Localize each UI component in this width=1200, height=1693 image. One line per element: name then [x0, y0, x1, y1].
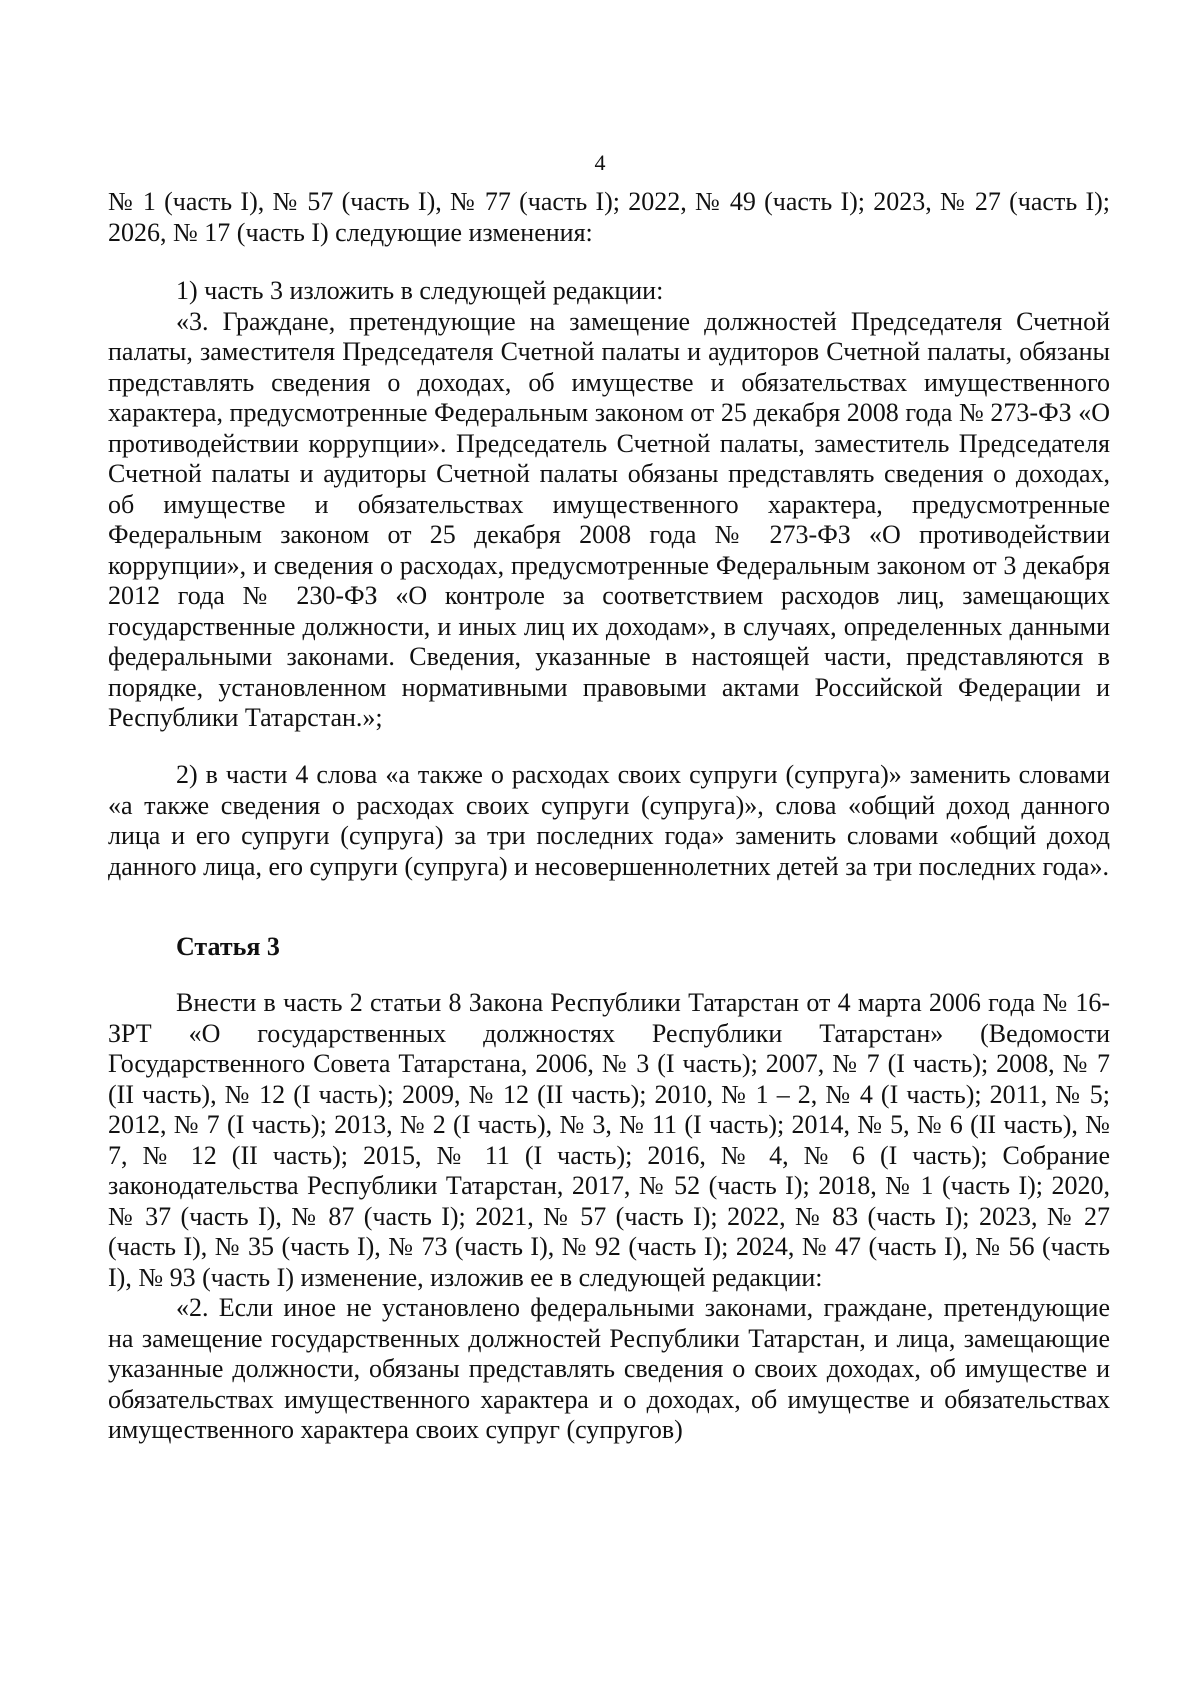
article-3-text: Внести в часть 2 статьи 8 Закона Республики Татарстан от 4 марта 2006 года № 16-ЗРТ «О государственных должностях Республики Татарстан» (Ведомости Государственного Совета Татарстана, 2006, № 3 (I часть); 2007, № 7 (I часть); 2008, № 7 (II часть), № 12 (I часть); 2009, № 12 (II часть); 2010, № 1 – 2, № 4 (I часть); 2011, № 5; 2012, № 7 (I часть); 2013, № 2 (I часть), № 3, № 11 (I часть); 2014, № 5, № 6 (II часть), № 7, № 12 (II часть); 2015, № 11 (I часть); 2016, № 4, № 6 (I часть); Собрание законодательства Республики Татарстан, 2017, № 52 (часть I); 2018, № 1 (часть I); 2020, № 37 (часть I), № 87 (часть I); 2021, № 57 (часть I); 2022, № 83 (часть I); 2023, № 27 (часть I), № 35 (часть I), № 73 (часть I), № 92 (часть I); 2024, № 47 (часть I), № 56 (часть I), № 93 (часть I) изменение, изложив ее в следующей редакции:	[108, 988, 1110, 1292]
item-2-text: 2) в части 4 слова «а также о расходах своих супруги (супруга)» заменить словами «а также сведения о расходах своих супруги (супруга)», слова «общий доход данного лица и его супруги (супруга) за три последних года» заменить словами «общий доход данного лица, его супруги (супруга) и несовершеннолетних детей за три последних года».	[108, 760, 1110, 881]
article-3-quote: «2. Если иное не установлено федеральными законами, граждане, претендующие на замещение государственных должностей Республики Татарстан, и лица, замещающие указанные должности, обязаны представлять сведения о своих доходах, об имуществе и обязательствах имущественного характера и о доходах, об имуществе и обязательствах имущественного характера своих супруг (супругов)	[108, 1293, 1110, 1444]
intro-paragraph: № 1 (часть I), № 57 (часть I), № 77 (часть I); 2022, № 49 (часть I); 2023, № 27 (часть I); 2026, № 17 (часть I) следующие изменения:	[108, 187, 1110, 247]
article-3-heading: Статья 3	[176, 932, 280, 961]
item-2-block	[108, 760, 1110, 882]
item-1-text: «3. Граждане, претендующие на замещение должностей Председателя Счетной палаты, заместителя Председателя Счетной палаты и аудиторов Счетной палаты, обязаны представлять сведения о доходах, об имуществе и обязательствах имущественного характера, предусмотренные Федеральным законом от 25 декабря 2008 года № 273-ФЗ «О противодействии коррупции». Председатель Счетной палаты, заместитель Председателя Счетной палаты и аудиторы Счетной палаты обязаны представлять сведения о доходах, об имуществе и обязательствах имущественного характера, предусмотренные Федеральным законом от 25 декабря 2008 года № 273-ФЗ «О противодействии коррупции», и сведения о расходах, предусмотренные Федеральным законом от 3 декабря 2012 года № 230-ФЗ «О контроле за соответствием расходов лиц, замещающих государственные должности, и иных лиц их доходам», в случаях, определенных данными федеральными законами. Сведения, указанные в настоящей части, представляются в порядке, установленном нормативными правовыми актами Российской Федерации и Республики Татарстан.»;	[108, 306, 1110, 732]
intro-paragraph-block	[108, 187, 1110, 248]
article-3-heading-block	[108, 932, 1110, 963]
article-3-block	[108, 988, 1110, 1446]
item-1-intro: 1) часть 3 изложить в следующей редакции:	[176, 276, 664, 305]
item-1-block	[108, 276, 1110, 734]
page-number: 4	[594, 150, 606, 175]
